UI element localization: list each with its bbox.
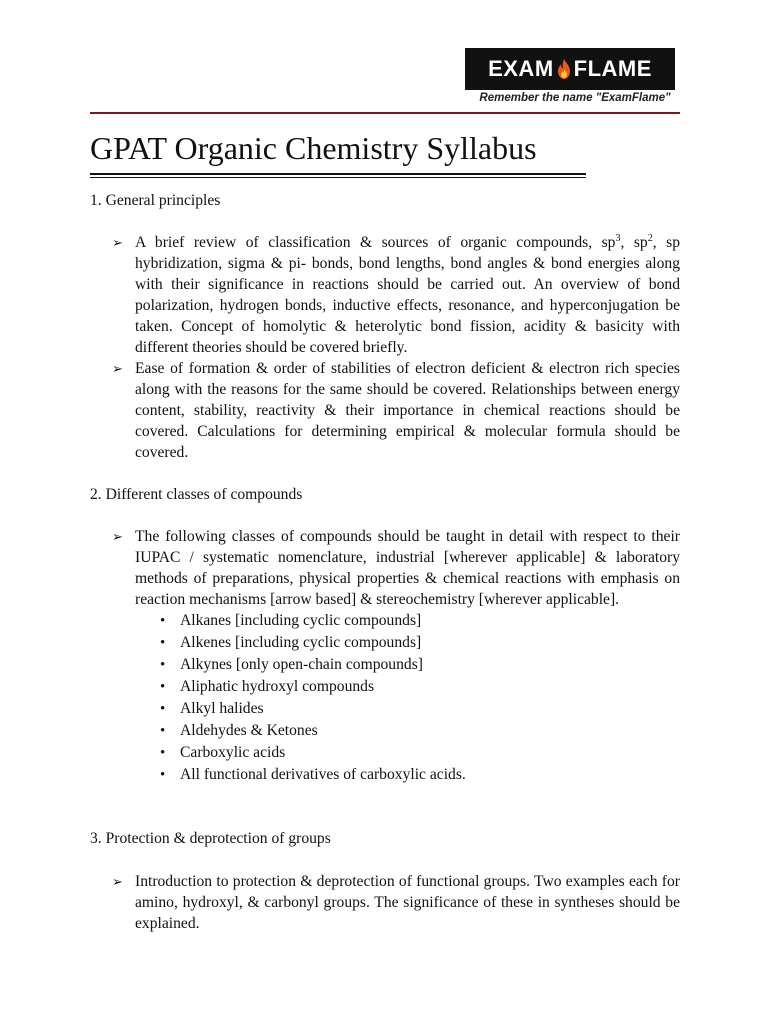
syllabus-item	[90, 871, 680, 934]
item-text-part: A brief review of classification & sources of organic compounds, sp	[135, 234, 616, 251]
syllabus-content	[90, 190, 680, 934]
bullet-dot-icon: •	[160, 613, 166, 629]
bullet-dot-icon: •	[160, 723, 166, 739]
list-item-text: Aliphatic hydroxyl compounds	[180, 678, 375, 695]
section-heading: 2. Different classes of compounds	[90, 486, 303, 503]
item-text: Ease of formation & order of stabilities of electron deficient & electron rich species along with the reasons for the same should be covered. Relationships between energy content, stability, reactivity & their importance in chemical reactions should be covered. Calculations for determining empirical & molecular formula should be covered.	[135, 360, 680, 461]
list-item-text: Carboxylic acids	[180, 744, 286, 761]
syllabus-item	[90, 232, 680, 358]
logo-left-text: EXAM	[488, 56, 554, 81]
flame-icon	[557, 59, 571, 79]
list-item	[90, 654, 680, 676]
logo-wordmark	[488, 56, 652, 82]
superscript: 3	[615, 232, 621, 244]
superscript: 2	[647, 232, 653, 244]
header-divider	[90, 112, 680, 114]
arrow-bullet-icon: ➢	[112, 362, 123, 377]
syllabus-item	[90, 358, 680, 463]
list-item-text: Alkynes [only open-chain compounds]	[180, 656, 423, 673]
bullet-dot-icon: •	[160, 701, 166, 717]
list-item	[90, 610, 680, 632]
item-text-part: , sp	[620, 234, 648, 251]
section-heading: 3. Protection & deprotection of groups	[90, 830, 331, 847]
bullet-dot-icon: •	[160, 657, 166, 673]
list-item-text: Aldehydes & Ketones	[180, 722, 318, 739]
syllabus-item	[90, 526, 680, 610]
bullet-dot-icon: •	[160, 635, 166, 651]
list-item	[90, 742, 680, 764]
logo-right-text: FLAME	[573, 56, 652, 81]
list-item-text: All functional derivatives of carboxylic acids.	[180, 766, 466, 783]
brand-logo	[465, 48, 675, 90]
list-item-text: Alkanes [including cyclic compounds]	[180, 612, 422, 629]
section-heading: 1. General principles	[90, 192, 221, 209]
compound-class-list	[90, 610, 680, 786]
arrow-bullet-icon: ➢	[112, 236, 123, 251]
bullet-dot-icon: •	[160, 767, 166, 783]
title-underline-thin	[90, 177, 586, 178]
bullet-dot-icon: •	[160, 679, 166, 695]
item-text: The following classes of compounds should be taught in detail with respect to their IUPAC / systematic nomenclature, industrial [wherever applicable] & laboratory methods of preparations, physical properties & chemical reactions with emphasis on reaction mechanisms [arrow based] & stereochemistry [wherever applicable].	[135, 528, 680, 608]
list-item	[90, 764, 680, 786]
item-text-part: , sp hybridization, sigma & pi- bonds, bond lengths, bond angles & bond energies along with their significance in reactions should be carried out. An overview of bond polarization, hydrogen bonds, inductive effects, resonance, and hyperconjugation be taken. Concept of homolytic & heterolytic bond fission, acidity & basicity with different theories should be covered briefly.	[135, 234, 680, 356]
title-underline	[90, 173, 586, 175]
list-item	[90, 632, 680, 654]
arrow-bullet-icon: ➢	[112, 875, 123, 890]
list-item-text: Alkyl halides	[180, 700, 264, 717]
arrow-bullet-icon: ➢	[112, 530, 123, 545]
list-item-text: Alkenes [including cyclic compounds]	[180, 634, 422, 651]
list-item	[90, 676, 680, 698]
list-item	[90, 720, 680, 742]
list-item	[90, 698, 680, 720]
bullet-dot-icon: •	[160, 745, 166, 761]
brand-tagline: Remember the name "ExamFlame"	[479, 92, 671, 104]
page-title: GPAT Organic Chemistry Syllabus	[90, 130, 537, 166]
item-text: Introduction to protection & deprotection of functional groups. Two examples each for amino, hydroxyl, & carbonyl groups. The significance of these in syntheses should be explained.	[135, 873, 680, 932]
